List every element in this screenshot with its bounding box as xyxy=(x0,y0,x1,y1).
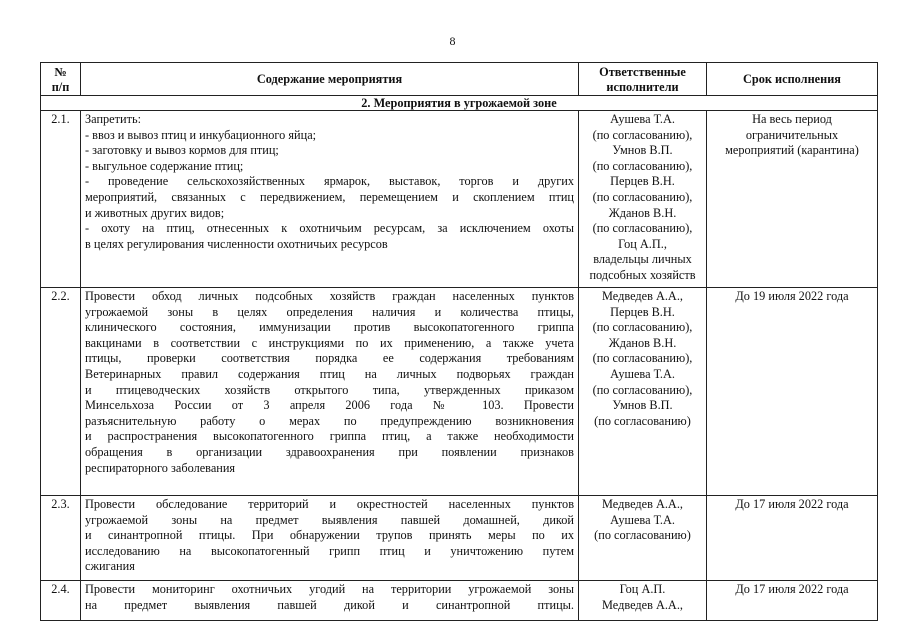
content-line: - проведение сельскохозяйственных ярмарок, выставок, торгов и других xyxy=(85,174,574,189)
header-content: Содержание мероприятия xyxy=(81,63,579,96)
responsible-line: (по согласованию), xyxy=(592,158,693,173)
term-line: На весь период xyxy=(752,112,832,126)
responsible-line: Аушева Т.А. xyxy=(610,112,675,126)
term-line: мероприятий (карантина) xyxy=(725,143,859,158)
content-line: обращения в организации здравоохранения при появлении признаков xyxy=(85,444,574,459)
content-line: и животных других видов; xyxy=(85,205,225,220)
section-title: 2. Мероприятия в угрожаемой зоне xyxy=(41,96,878,111)
term-line: До 17 июля 2022 года xyxy=(735,582,849,596)
row-number: 2.1. xyxy=(41,111,81,288)
responsible-line: Аушева Т.А. xyxy=(610,512,675,527)
responsible-line: Медведев А.А., xyxy=(602,497,683,511)
content-line: Запретить: xyxy=(85,112,141,126)
responsible-line: (по согласованию), xyxy=(592,351,693,366)
header-responsible xyxy=(579,63,707,96)
content-line: на предмет выявления павшей дикой и синантропной птицы. xyxy=(85,597,574,612)
row-content xyxy=(81,581,579,621)
term-line: До 19 июля 2022 года xyxy=(735,289,849,303)
row-number: 2.2. xyxy=(41,288,81,496)
content-line: и распространения высокопатогенного гриппа птиц, а также необходимости xyxy=(85,429,574,444)
row-term xyxy=(707,496,878,581)
responsible-line: (по согласованию), xyxy=(592,189,693,204)
row-number: 2.4. xyxy=(41,581,81,621)
measures-table xyxy=(40,62,878,621)
content-line: вакцинами в соответствии с инструкциями по их применению, а также учета xyxy=(85,335,574,350)
header-responsible-line1: Ответственные xyxy=(599,64,686,79)
content-line: - охоту на птиц, отнесенных к охотничьим ресурсам, за исключением охоты xyxy=(85,221,574,236)
responsible-line: Жданов В.Н. xyxy=(608,205,677,220)
term-line: До 17 июля 2022 года xyxy=(735,497,849,511)
content-line: Минсельхоза России от 3 апреля 2006 года № 103. Провести xyxy=(85,398,574,413)
responsible-line: (по согласованию) xyxy=(594,528,691,543)
responsible-line: Умнов В.П. xyxy=(612,398,673,413)
responsible-line: Перцев В.Н. xyxy=(610,174,675,189)
content-line: и птицеводческих хозяйств открытого типа, утвержденных приказом xyxy=(85,382,574,397)
content-line: респираторного заболевания xyxy=(85,460,236,475)
row-responsible xyxy=(579,288,707,496)
row-term xyxy=(707,288,878,496)
term-line: ограничительных xyxy=(745,127,839,142)
table-row xyxy=(41,581,878,621)
header-responsible-line2: исполнители xyxy=(606,79,679,94)
header-term: Срок исполнения xyxy=(707,63,878,96)
table-row xyxy=(41,111,878,288)
responsible-line: Гоц А.П. xyxy=(619,582,666,596)
responsible-line: Медведев А.А., xyxy=(602,597,683,612)
responsible-line: (по согласованию), xyxy=(592,127,693,142)
content-line: мероприятий, связанных с передвижением, перемещением и скоплением птиц xyxy=(85,189,574,204)
responsible-line: (по согласованию), xyxy=(592,221,693,236)
content-line: птицы, проверки соответствия порядка ее содержания требованиям xyxy=(85,351,574,366)
content-line: клинического состояния, иммунизации против высокопатогенного гриппа xyxy=(85,320,574,335)
content-line: Провести мониторинг охотничьих угодий на территории угрожаемой зоны xyxy=(85,582,574,596)
responsible-line: Аушева Т.А. xyxy=(610,366,675,381)
responsible-line: Умнов В.П. xyxy=(612,143,673,158)
responsible-line: подсобных хозяйств xyxy=(589,267,696,282)
content-line: разъяснительную работу о мерах по предупреждению возникновения xyxy=(85,413,574,428)
responsible-line: (по согласованию), xyxy=(592,382,693,397)
content-line: и синантропной птицы. При обнаружении трупов принять меры по их xyxy=(85,528,574,543)
content-line: исследованию на высокопатогенный грипп птиц и уничтожению путем xyxy=(85,543,574,558)
row-term xyxy=(707,581,878,621)
content-line: угрожаемой зоны в целях определения наличия и количества птицы, xyxy=(85,304,574,319)
responsible-line: Жданов В.Н. xyxy=(608,335,677,350)
row-content xyxy=(81,288,579,496)
page-number: 8 xyxy=(449,34,456,48)
responsible-line: Перцев В.Н. xyxy=(610,304,675,319)
row-responsible xyxy=(579,111,707,288)
row-term xyxy=(707,111,878,288)
table-row xyxy=(41,288,878,496)
responsible-line: Медведев А.А., xyxy=(602,289,683,303)
table-row xyxy=(41,496,878,581)
row-responsible xyxy=(579,581,707,621)
responsible-line: (по согласованию), xyxy=(592,320,693,335)
content-line: угрожаемой зоны на предмет выявления павшей домашней, дикой xyxy=(85,512,574,527)
row-content xyxy=(81,111,579,288)
responsible-line: (по согласованию) xyxy=(594,413,691,428)
responsible-line: владельцы личных xyxy=(593,252,692,267)
content-line: - заготовку и вывоз кормов для птиц; xyxy=(85,143,279,158)
table-header-row xyxy=(41,63,878,96)
header-number-abbr: п/п xyxy=(51,79,70,94)
content-line: сжигания xyxy=(85,559,135,574)
content-line: Провести обход личных подсобных хозяйств граждан населенных пунктов xyxy=(85,289,574,303)
content-line: - выгульное содержание птиц; xyxy=(85,158,244,173)
header-number xyxy=(41,63,81,96)
row-responsible xyxy=(579,496,707,581)
responsible-line: Гоц А.П., xyxy=(618,236,667,251)
content-line: Провести обследование территорий и окрестностей населенных пунктов xyxy=(85,497,574,511)
section-row xyxy=(41,96,878,111)
header-number-sign: № xyxy=(54,64,67,79)
content-line: в целях регулирования численности охотничьих ресурсов xyxy=(85,236,388,251)
row-content xyxy=(81,496,579,581)
content-line: Ветеринарных правил содержания птиц на личных подворьях граждан xyxy=(85,366,574,381)
content-line: - ввоз и вывоз птиц и инкубационного яйца; xyxy=(85,127,317,142)
row-number: 2.3. xyxy=(41,496,81,581)
